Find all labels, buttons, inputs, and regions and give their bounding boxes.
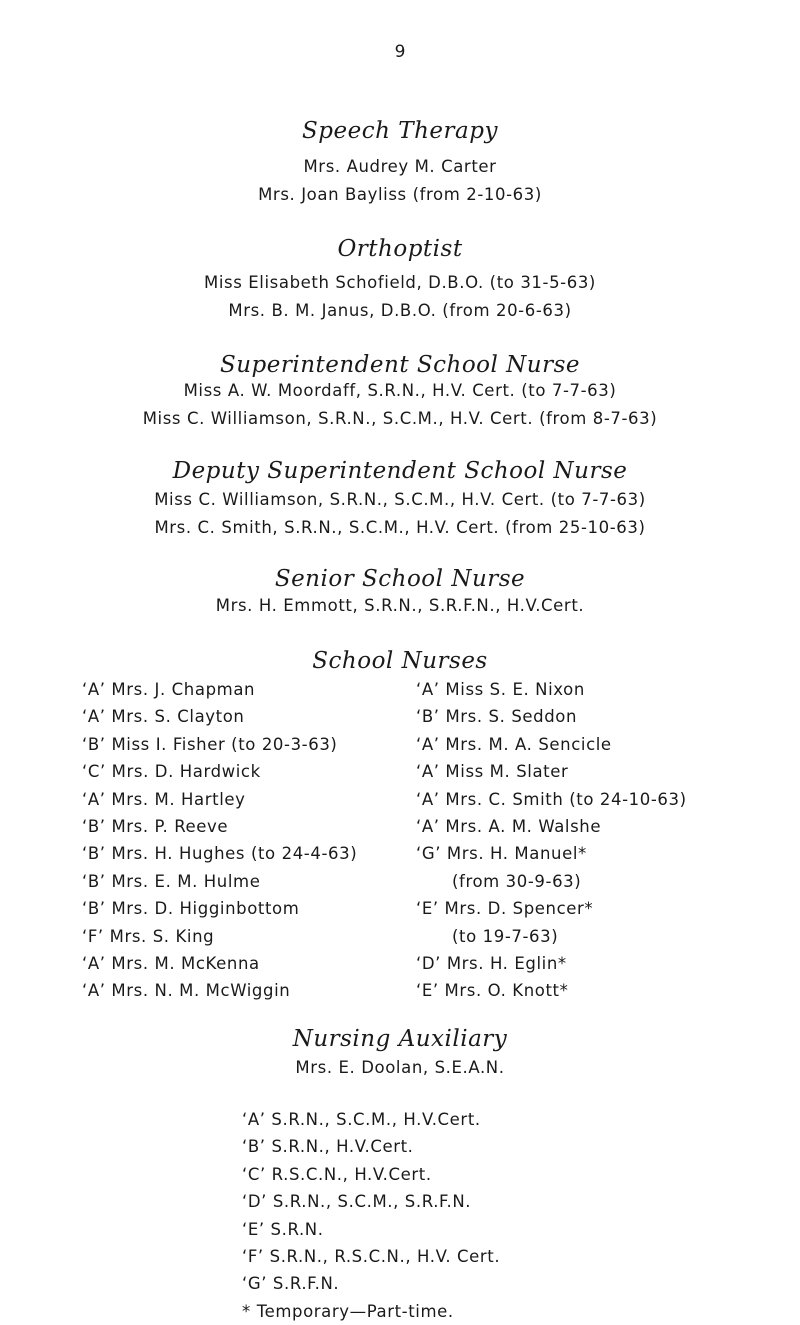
key-item: ‘F’ S.R.N., R.S.C.N., H.V. Cert. [242, 1246, 501, 1266]
list-item: ‘G’ Mrs. H. Manuel* [416, 844, 587, 864]
deputy-line-2: Mrs. C. Smith, S.R.N., S.C.M., H.V. Cert. (from 25-10-63) [154, 518, 646, 537]
key-item: ‘E’ S.R.N. [242, 1219, 324, 1239]
key-item: ‘D’ S.R.N., S.C.M., S.R.F.N. [242, 1192, 472, 1212]
list-item: ‘B’ Mrs. S. Seddon [416, 707, 578, 727]
speech-therapy-line-1: Mrs. Audrey M. Carter [303, 157, 497, 176]
section-heading-superintendent: Superintendent School Nurse [219, 352, 581, 378]
school-nurses-left-column [82, 676, 357, 1005]
superintendent-line-2: Miss C. Williamson, S.R.N., S.C.M., H.V. Cert. (from 8-7-63) [142, 409, 658, 428]
list-item: ‘B’ Mrs. H. Hughes (to 24-4-63) [82, 844, 358, 864]
list-item: ‘A’ Mrs. N. M. McWiggin [82, 981, 291, 1001]
list-item: ‘A’ Mrs. A. M. Walshe [416, 816, 602, 836]
list-item: ‘A’ Mrs. M. A. Sencicle [416, 734, 612, 754]
section-heading-school-nurses: School Nurses [312, 648, 488, 674]
list-item: ‘A’ Mrs. M. McKenna [82, 953, 260, 973]
deputy-line-1: Miss C. Williamson, S.R.N., S.C.M., H.V. Cert. (to 7-7-63) [154, 490, 646, 509]
section-heading-nursing-auxiliary: Nursing Auxiliary [292, 1026, 508, 1052]
key-item: ‘G’ S.R.F.N. [242, 1274, 340, 1294]
speech-therapy-line-2: Mrs. Joan Bayliss (from 2-10-63) [258, 185, 542, 204]
page-number: 9 [394, 42, 406, 62]
list-item: ‘F’ Mrs. S. King [82, 926, 215, 946]
qualification-key [242, 1106, 500, 1325]
list-item: ‘B’ Mrs. E. M. Hulme [82, 871, 261, 891]
list-item: ‘A’ Miss S. E. Nixon [416, 680, 585, 699]
nursing-auxiliary-line-1: Mrs. E. Doolan, S.E.A.N. [295, 1058, 505, 1077]
section-heading-deputy-superintendent: Deputy Superintendent School Nurse [172, 458, 628, 484]
orthoptist-line-2: Mrs. B. M. Janus, D.B.O. (from 20-6-63) [228, 301, 572, 320]
section-heading-senior: Senior School Nurse [274, 566, 526, 592]
key-item: ‘A’ S.R.N., S.C.M., H.V.Cert. [242, 1110, 481, 1129]
superintendent-line-1: Miss A. W. Moordaff, S.R.N., H.V. Cert. (to 7-7-63) [183, 381, 617, 400]
school-nurses-right-column [416, 676, 687, 1005]
senior-line-1: Mrs. H. Emmott, S.R.N., S.R.F.N., H.V.Cert. [215, 596, 585, 615]
list-item: ‘E’ Mrs. O. Knott* [416, 981, 569, 1001]
orthoptist-line-1: Miss Elisabeth Schofield, D.B.O. (to 31-5-63) [204, 273, 596, 292]
list-item: ‘A’ Mrs. S. Clayton [82, 707, 245, 727]
list-item: ‘B’ Mrs. P. Reeve [82, 816, 229, 836]
list-item: ‘C’ Mrs. D. Hardwick [82, 762, 261, 782]
list-item: ‘A’ Miss M. Slater [416, 762, 569, 782]
list-item: ‘A’ Mrs. M. Hartley [82, 789, 246, 809]
list-item: ‘B’ Mrs. D. Higginbottom [82, 899, 300, 919]
list-item: ‘B’ Miss I. Fisher (to 20-3-63) [82, 734, 338, 754]
key-item: ‘B’ S.R.N., H.V.Cert. [242, 1137, 414, 1157]
list-item: ‘E’ Mrs. D. Spencer* [416, 899, 594, 919]
key-footnote: * Temporary—Part-time. [242, 1301, 454, 1321]
list-item: ‘A’ Mrs. C. Smith (to 24-10-63) [416, 789, 687, 809]
key-item: ‘C’ R.S.C.N., H.V.Cert. [242, 1164, 432, 1184]
list-item: ‘A’ Mrs. J. Chapman [82, 680, 256, 699]
section-heading-speech-therapy: Speech Therapy [302, 118, 498, 144]
list-item-continuation: (from 30-9-63) [452, 871, 582, 891]
list-item: ‘D’ Mrs. H. Eglin* [416, 953, 567, 973]
list-item-continuation: (to 19-7-63) [452, 926, 559, 946]
section-heading-orthoptist: Orthoptist [337, 236, 463, 262]
